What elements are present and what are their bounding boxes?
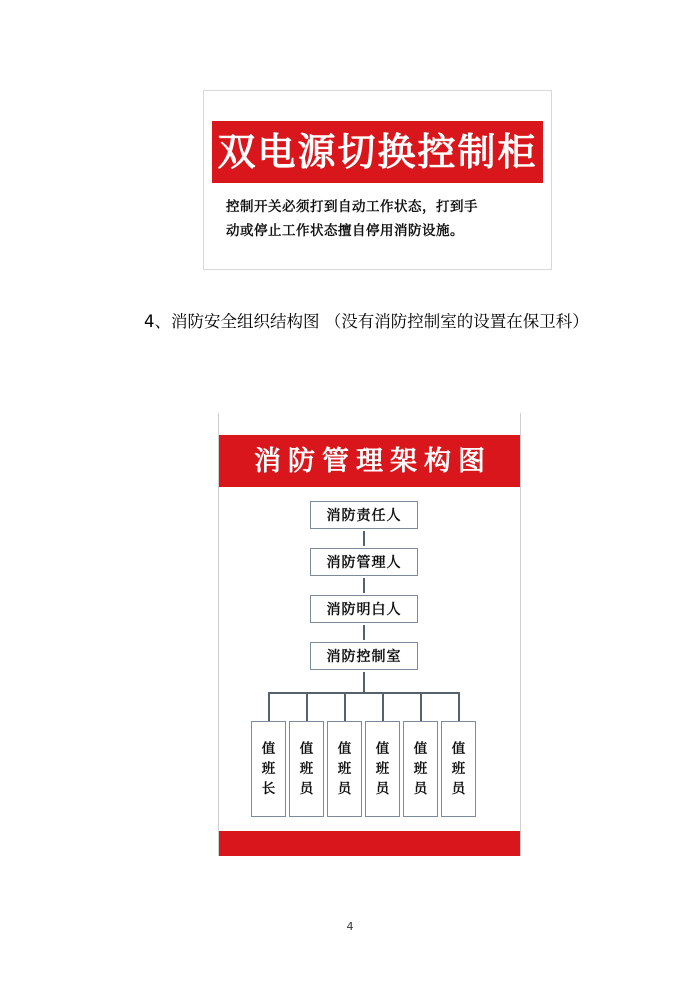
org-node-label: 消防控制室 <box>326 649 402 665</box>
connector-bus-leaf-1 <box>268 692 270 721</box>
org-node-label: 消防管理人 <box>326 555 402 571</box>
org-leaf-char: 员 <box>451 781 466 798</box>
dual-power-sign-image <box>203 90 552 270</box>
org-leaf-char: 班 <box>337 760 352 777</box>
org-leaf-char: 值 <box>261 740 276 757</box>
org-leaf-char: 值 <box>451 740 466 757</box>
org-leaf-char: 员 <box>375 781 390 798</box>
connector-node3-node4 <box>363 623 365 642</box>
org-leaf-char: 值 <box>413 740 428 757</box>
org-leaf-char: 班 <box>375 760 390 777</box>
org-node-informed-person <box>310 595 418 623</box>
org-chart-title: 消防管理架构图 <box>254 445 492 477</box>
org-leaf-char: 班 <box>451 760 466 777</box>
org-chart-diagram <box>219 487 520 831</box>
org-leaf-char: 值 <box>299 740 314 757</box>
connector-bus-leaf-5 <box>420 692 422 721</box>
connector-bus-leaf-4 <box>382 692 384 721</box>
org-leaf-shift-member-3 <box>365 721 400 817</box>
org-leaf-shift-leader <box>251 721 286 817</box>
org-node-responsible-person <box>310 501 418 529</box>
org-leaf-char: 员 <box>413 781 428 798</box>
page-number: 4 <box>346 920 354 933</box>
org-chart-banner <box>219 435 520 487</box>
org-node-manager <box>310 548 418 576</box>
org-node-label: 消防责任人 <box>326 508 402 524</box>
org-leaf-shift-member-5 <box>441 721 476 817</box>
connector-node1-node2 <box>363 529 365 548</box>
org-chart-bottom-band <box>219 831 520 856</box>
org-chart-image <box>218 413 521 856</box>
dual-power-sign-inner <box>212 98 543 262</box>
section-paragraph: 4、消防安全组织结构图 （没有消防控制室的设置在保卫科） <box>144 312 589 331</box>
dual-power-sign-title: 双电源切换控制柜 <box>217 130 538 174</box>
dual-power-sign-body-line-2: 动或停止工作状态擅自停用消防设施。 <box>226 222 464 239</box>
org-leaf-char: 值 <box>337 740 352 757</box>
org-leaf-char: 班 <box>261 760 276 777</box>
connector-node4-bus <box>363 670 365 693</box>
dual-power-sign-body <box>226 196 529 243</box>
connector-bus-leaf-3 <box>344 692 346 721</box>
dual-power-sign-banner <box>212 121 543 183</box>
org-node-label: 消防明白人 <box>326 602 402 618</box>
org-leaf-char: 长 <box>261 781 276 798</box>
org-leaf-char: 值 <box>375 740 390 757</box>
org-leaf-char: 班 <box>299 760 314 777</box>
org-leaf-shift-member-2 <box>327 721 362 817</box>
connector-bus-leaf-2 <box>306 692 308 721</box>
org-leaf-char: 员 <box>299 781 314 798</box>
connector-horizontal-bus <box>268 692 460 694</box>
dual-power-sign-body-line-1: 控制开关必须打到自动工作状态，打到手 <box>226 199 478 215</box>
connector-bus-leaf-6 <box>458 692 460 721</box>
org-leaf-char: 班 <box>413 760 428 777</box>
org-leaf-shift-member-4 <box>403 721 438 817</box>
org-node-control-room <box>310 642 418 670</box>
connector-node2-node3 <box>363 576 365 595</box>
org-leaf-char: 员 <box>337 781 352 798</box>
org-leaf-shift-member-1 <box>289 721 324 817</box>
